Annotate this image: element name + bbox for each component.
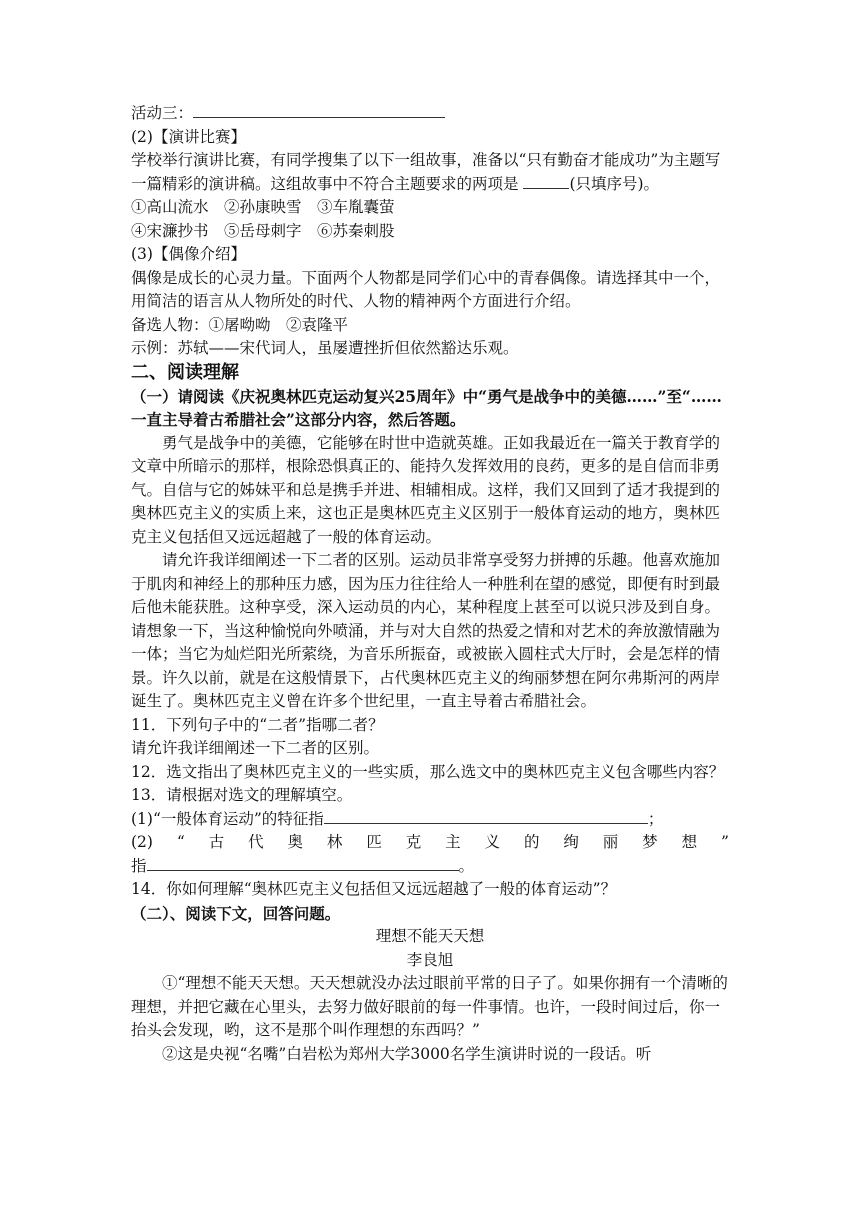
candidates-line: 备选人物：①屠呦呦 ②袁隆平	[131, 315, 349, 334]
activity3-line	[131, 102, 729, 126]
q13-2-label2: 指	[131, 856, 147, 875]
activity3-answer-blank[interactable]	[193, 103, 445, 118]
q13-1-label: (1)“一般体育运动”的特征指	[131, 809, 324, 828]
question-13: 13．请根据对选文的理解填空。	[131, 786, 353, 804]
options-row-2: ④宋濂抄书 ⑤岳母刺字 ⑥苏秦刺股	[131, 221, 395, 240]
article-title: 理想不能天天想	[375, 927, 485, 945]
q3-text: 偶像是成长的心灵力量。下面两个人物都是同学们心中的青春偶像。请选择其中一个，用简洁的语言从人物所处的时代、人物的精神两个方面进行介绍。	[131, 268, 721, 310]
q13-2-char: 丽	[602, 833, 619, 851]
q13-2-char: 梦	[642, 833, 658, 851]
example-line: 示例：苏轼——宋代词人，虽屡遭挫折但依然豁达乐观。	[131, 339, 519, 357]
options-row-1: ①高山流水 ②孙康映雪 ③车胤囊萤	[131, 198, 395, 216]
q2-blank-hint: (只填序号)。	[569, 174, 660, 193]
q2-title: (2)【演讲比赛】	[131, 127, 246, 146]
section-heading-reading: 二、阅读理解	[131, 361, 239, 383]
activity3-label: 活动三：	[131, 104, 194, 122]
passage-paragraph-2: 请允许我详细阐述一下二者的区别。运动员非常享受努力拼搏的乐趣。他喜欢施加于肌肉和神经上的那种压力感，因为压力往往给人一种胜利在望的感觉，即便有时到最后他未能获胜。这种享受，深入运动员的内心，某种程度上甚至可以说只涉及到自身。请想象一下，当这种愉悦向外喷涌，并与对大自然的热爱之情和对艺术的奔放激情融为一体；当它为灿烂阳光所萦绕，为音乐所振奋，或被嵌入圆柱式大厅时，会是怎样的情景。许久以前，就是在这般情景下，占代奥林匹克主义的绚丽梦想在阿尔弗斯河的两岸诞生了。奥林匹克主义曾在许多个世纪里，一直主导着古希腊社会。	[131, 551, 721, 710]
q13-2-char: 克	[405, 833, 422, 851]
q13-2-char: “	[176, 833, 185, 851]
article-author: 李良旭	[406, 950, 454, 969]
q13-1-answer-blank[interactable]	[324, 809, 648, 824]
q13-2-char: 主	[445, 833, 461, 851]
q13-2-char: 绚	[563, 833, 579, 851]
article-paragraph-2: ②这是央视“名嘴”白岩松为郑州大学3000名学生演讲时说的一段话。听	[162, 1044, 652, 1063]
document-page	[131, 102, 729, 1066]
question-13-2-cont	[131, 855, 729, 879]
question-13-1	[131, 808, 729, 832]
q2-answer-blank[interactable]	[523, 174, 569, 189]
question-13-2-spread	[131, 831, 729, 855]
article-paragraph-1: ①“理想不能天天想。天天想就没办法过眼前平常的日子了。如果你拥有一个清晰的理想，并把它藏在心里头，去努力做好眼前的每一件事情。也许，一段时间过后，你一抬头会发现，哟，这不是那个叫作理想的东西吗？”	[131, 974, 728, 1039]
q13-2-char: 想	[681, 833, 698, 851]
q13-2-char: 古	[208, 833, 225, 851]
q13-2-answer-blank[interactable]	[147, 856, 459, 871]
question-11-quote: 请允许我详细阐述一下二者的区别。	[131, 739, 380, 757]
q13-2-end: 。	[458, 856, 475, 875]
q13-2-char: 的	[523, 833, 540, 851]
q3-title: (3)【偶像介绍】	[131, 245, 246, 263]
passage-paragraph-1: 勇气是战争中的美德，它能够在时世中造就英雄。正如我最近在一篇关于教育学的文章中所暗示的那样，根除恐惧真正的、能持久发挥效用的良药，更多的是自信而非勇气。自信与它的姊妹平和总是携手并进、相辅相成。这样，我们又回到了适才我提到的奥林匹克主义的实质上来，这也正是奥林匹克主义区别于一般体育运动的地方，奥林匹克主义包括但又远远超越了一般的体育运动。	[131, 433, 721, 546]
q13-2-char: 义	[484, 833, 501, 851]
q2-text: 学校举行演讲比赛，有同学搜集了以下一组故事，准备以“只有勤奋才能成功”为主题写一篇精彩的演讲稿。这组故事中不符合主题要求的两项是	[131, 151, 721, 193]
q13-2-char: (2)	[131, 833, 153, 851]
q13-2-char: 匹	[366, 833, 382, 851]
q13-2-char: 奥	[287, 833, 304, 851]
q13-2-char: ”	[720, 833, 729, 851]
sub1-instruction: （一）请阅读《庆祝奥林匹克运动复兴25周年》中“勇气是战争中的美德……”至“……一直主导着古希腊社会”这部分内容，然后答题。	[131, 386, 722, 429]
question-12: 12．选文指出了奥林匹克主义的一些实质，那么选文中的奥林匹克主义包含哪些内容？	[131, 762, 725, 781]
question-14: 14．你如何理解“奥林匹克主义包括但又远远超越了一般的体育运动”？	[131, 880, 617, 898]
q2-text-block	[131, 149, 729, 196]
q13-2-char: 代	[248, 833, 264, 851]
sub2-instruction: （二）、阅读下文，回答问题。	[131, 903, 341, 923]
q13-1-end: ；	[647, 809, 664, 828]
q13-2-char: 林	[326, 833, 343, 851]
question-11: 11．下列句子中的“二者”指哪二者？	[131, 715, 384, 734]
